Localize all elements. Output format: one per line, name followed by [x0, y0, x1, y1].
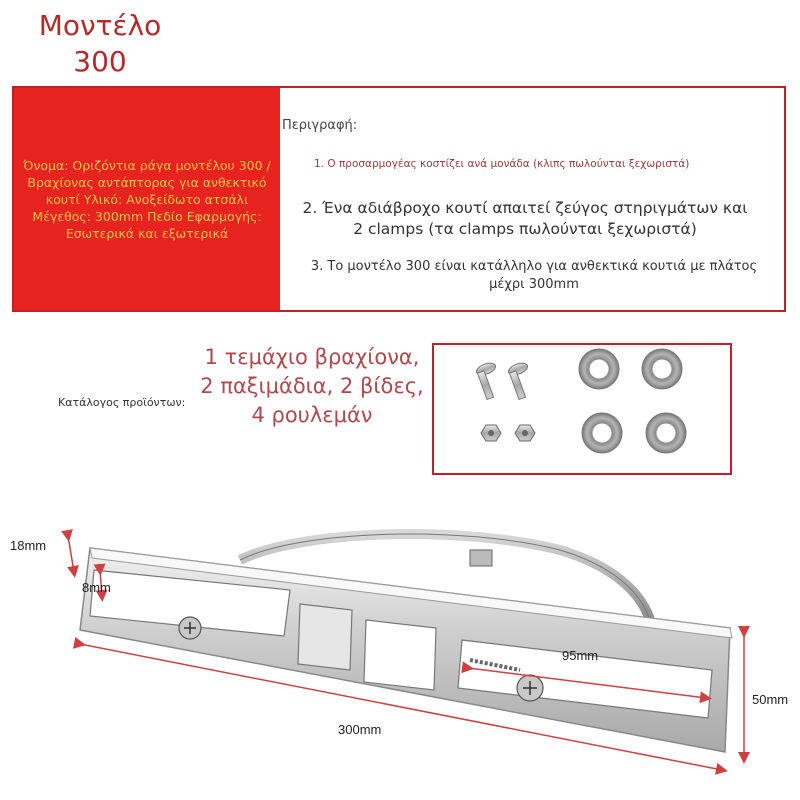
- title-line-model: Μοντέλο: [38, 9, 162, 42]
- washer-icon: [579, 349, 619, 389]
- nut-icon: [481, 425, 501, 441]
- washer-icon: [642, 349, 682, 389]
- bolt-icon: [475, 361, 497, 400]
- washer-icon: [646, 413, 686, 453]
- bracket-diagram: [0, 520, 800, 800]
- description-label: Περιγραφή:: [282, 118, 358, 133]
- description-item-2: 2. Ένα αδιάβροχο κουτί απαιτεί ζεύγος στηριγμάτων και 2 clamps (τα clamps πωλούνται ξεχωριστά): [302, 199, 748, 238]
- description-item-1: 1. Ο προσαρμογέας κοστίζει ανά μονάδα (κλιπς πωλούνται ξεχωριστά): [314, 158, 690, 170]
- dimension-width-label: 50mm: [752, 692, 789, 707]
- product-title: [20, 8, 180, 80]
- description-item-3: 3. Το μοντέλο 300 είναι κατάλληλο για ανθεκτικά κουτιά με πλάτος μέχρι 300mm: [310, 259, 758, 292]
- catalog-label: Κατάλογος προϊόντων:: [58, 396, 186, 409]
- dimension-height: [10, 536, 74, 572]
- screw-icon: [179, 617, 201, 639]
- spec-panel: [12, 86, 786, 312]
- dimension-width: [744, 632, 788, 758]
- catalog-items: 1 τεμάχιο βραχίονα, 2 παξιμάδια, 2 βίδες, 4 ρουλεμάν: [200, 345, 424, 427]
- dimension-length-label: 300mm: [338, 722, 382, 737]
- spec-summary-text: Όνομα: Οριζόντια ράγα μοντέλου 300 / Βραχίονας αντάπτορας για ανθεκτικό κουτί Υλικό: Ανοξείδωτο ατσάλι Μέγεθος: 300mm Πεδίο Εφαρμογής: Εσωτερικά και εξωτερικά: [23, 157, 271, 241]
- bracket-plate: [80, 548, 732, 752]
- spec-summary: [14, 88, 280, 310]
- bolt-icon: [507, 361, 529, 400]
- title-line-number: 300: [73, 45, 127, 78]
- dimension-slot-width-label: 8mm: [82, 580, 111, 595]
- nut-icon: [515, 425, 535, 441]
- screw-icon: [517, 675, 543, 701]
- parts-photo: [432, 343, 732, 475]
- dimension-slot-length-label: 95mm: [562, 648, 599, 663]
- washer-icon: [582, 413, 622, 453]
- dimension-height-label: 18mm: [10, 538, 47, 553]
